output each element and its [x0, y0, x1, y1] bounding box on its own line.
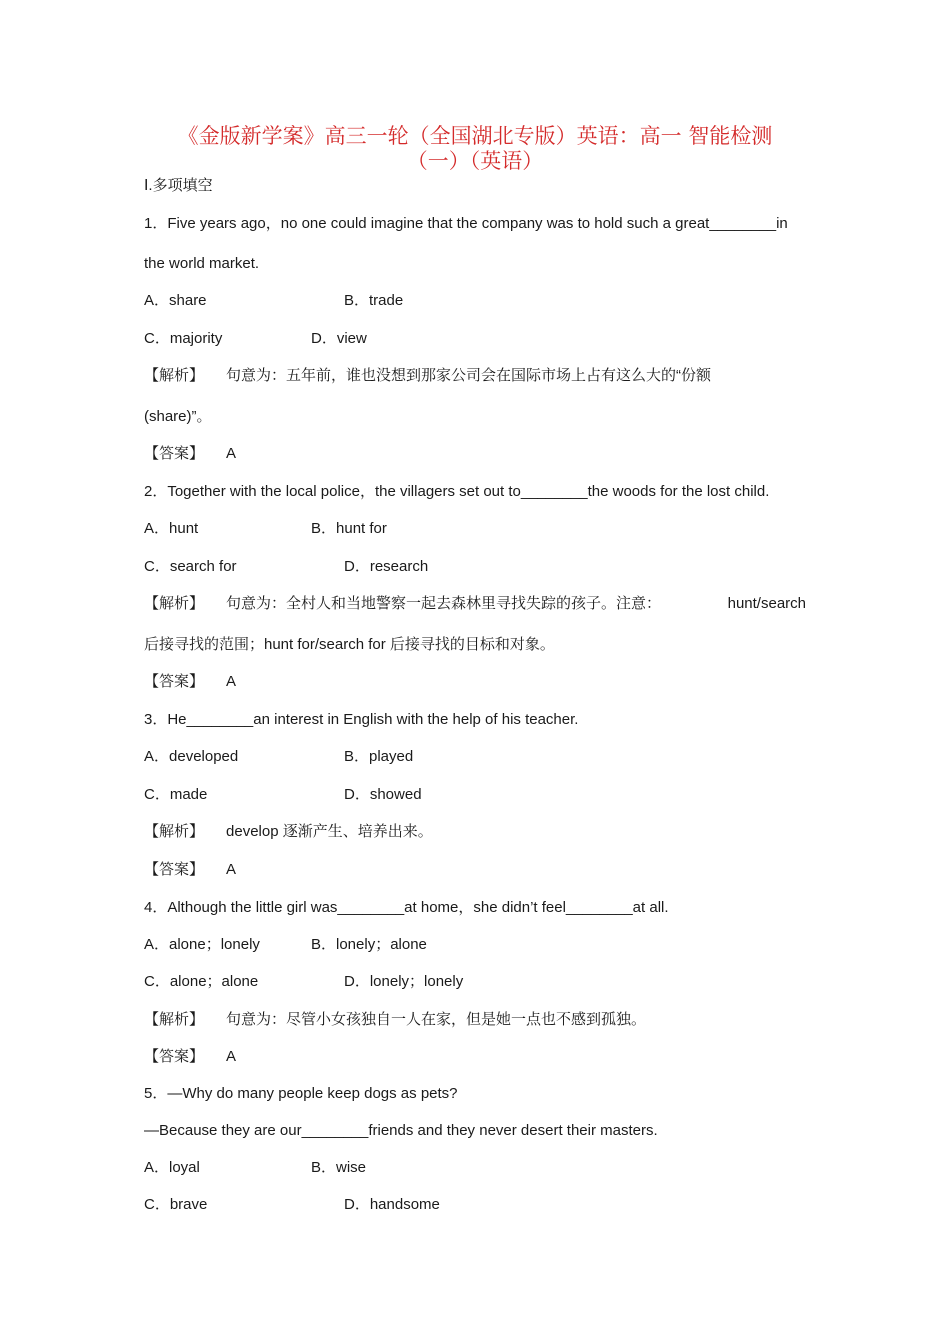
q3-option-c: C．made — [144, 786, 208, 803]
analysis-label: 【解析】 — [144, 823, 205, 840]
answer-label: 【答案】 — [144, 1048, 205, 1065]
q3-option-a: A．developed — [144, 748, 239, 765]
q1-stem-line-1: 1．Five years ago，no one could imagine that the company was to hold such a great________in — [144, 215, 788, 232]
q2-analysis-text: 句意为：全村人和当地警察一起去森林里寻找失踪的孩子。注意： — [226, 595, 662, 612]
document-title-line-2: （一）（英语） — [406, 149, 544, 173]
analysis-label: 【解析】 — [144, 367, 205, 384]
q1-analysis-text: 句意为：五年前，谁也没想到那家公司会在国际市场上占有这么大的“份额 — [226, 367, 712, 384]
q3-stem-line-1: 3．He________an interest in English with the help of his teacher. — [144, 711, 579, 728]
analysis-label: 【解析】 — [144, 1011, 205, 1028]
q2-analysis-text-end: hunt/search — [727, 595, 806, 612]
answer-label: 【答案】 — [144, 673, 205, 690]
q5-option-b: B．wise — [311, 1159, 367, 1176]
q1-option-b: B．trade — [344, 292, 404, 309]
q4-option-d: D．lonely；lonely — [344, 973, 464, 990]
answer-label: 【答案】 — [144, 861, 205, 878]
q3-answer-value: A — [226, 861, 237, 878]
q1-analysis-line-2: (share)”。 — [144, 408, 212, 425]
q1-answer-value: A — [226, 445, 237, 462]
document-title-line-1: 《金版新学案》高三一轮（全国湖北专版）英语：高一 智能检测 — [177, 124, 773, 148]
q2-answer-value: A — [226, 673, 237, 690]
q4-answer — [144, 1047, 236, 1067]
q4-analysis-line-1 — [144, 1010, 646, 1030]
q1-analysis-line-1 — [144, 366, 711, 386]
q4-option-a: A．alone；lonely — [144, 936, 260, 953]
q1-option-a: A．share — [144, 292, 207, 309]
section-heading: Ⅰ.多项填空 — [144, 177, 213, 194]
q4-option-c: C．alone；alone — [144, 973, 259, 990]
q2-stem-line-1: 2．Together with the local police，the villagers set out to________the woods for the lost child. — [144, 483, 770, 500]
q2-analysis-line-2: 后接寻找的范围；hunt for/search for 后接寻找的目标和对象。 — [144, 636, 555, 653]
q4-stem-line-1: 4．Although the little girl was________at home，she didn’t feel________at all. — [144, 899, 669, 916]
q2-option-a: A．hunt — [144, 520, 199, 537]
analysis-label: 【解析】 — [144, 595, 205, 612]
q5-stem-line-1: 5．—Why do many people keep dogs as pets? — [144, 1085, 458, 1102]
q4-option-b: B．lonely；alone — [311, 936, 427, 953]
answer-label: 【答案】 — [144, 445, 205, 462]
q1-option-c: C．majority — [144, 330, 223, 347]
q5-option-d: D．handsome — [344, 1196, 440, 1213]
q2-option-b: B．hunt for — [311, 520, 387, 537]
q2-analysis-line-1 — [144, 594, 806, 614]
q1-option-d: D．view — [311, 330, 367, 347]
q5-option-a: A．loyal — [144, 1159, 200, 1176]
q2-answer — [144, 672, 236, 692]
q2-option-c: C．search for — [144, 558, 237, 575]
q3-option-b: B．played — [344, 748, 414, 765]
q1-answer — [144, 444, 236, 464]
q5-option-c: C．brave — [144, 1196, 208, 1213]
q3-analysis-text: develop 逐渐产生、培养出来。 — [226, 823, 433, 840]
q3-answer — [144, 860, 236, 880]
q1-stem-line-2: the world market. — [144, 255, 260, 272]
q4-analysis-text: 句意为：尽管小女孩独自一人在家，但是她一点也不感到孤独。 — [226, 1011, 647, 1028]
q4-answer-value: A — [226, 1048, 237, 1065]
q3-analysis-line-1 — [144, 822, 433, 842]
q3-option-d: D．showed — [344, 786, 422, 803]
q2-option-d: D．research — [344, 558, 429, 575]
q5-stem-line-2: —Because they are our________friends and they never desert their masters. — [144, 1122, 658, 1139]
